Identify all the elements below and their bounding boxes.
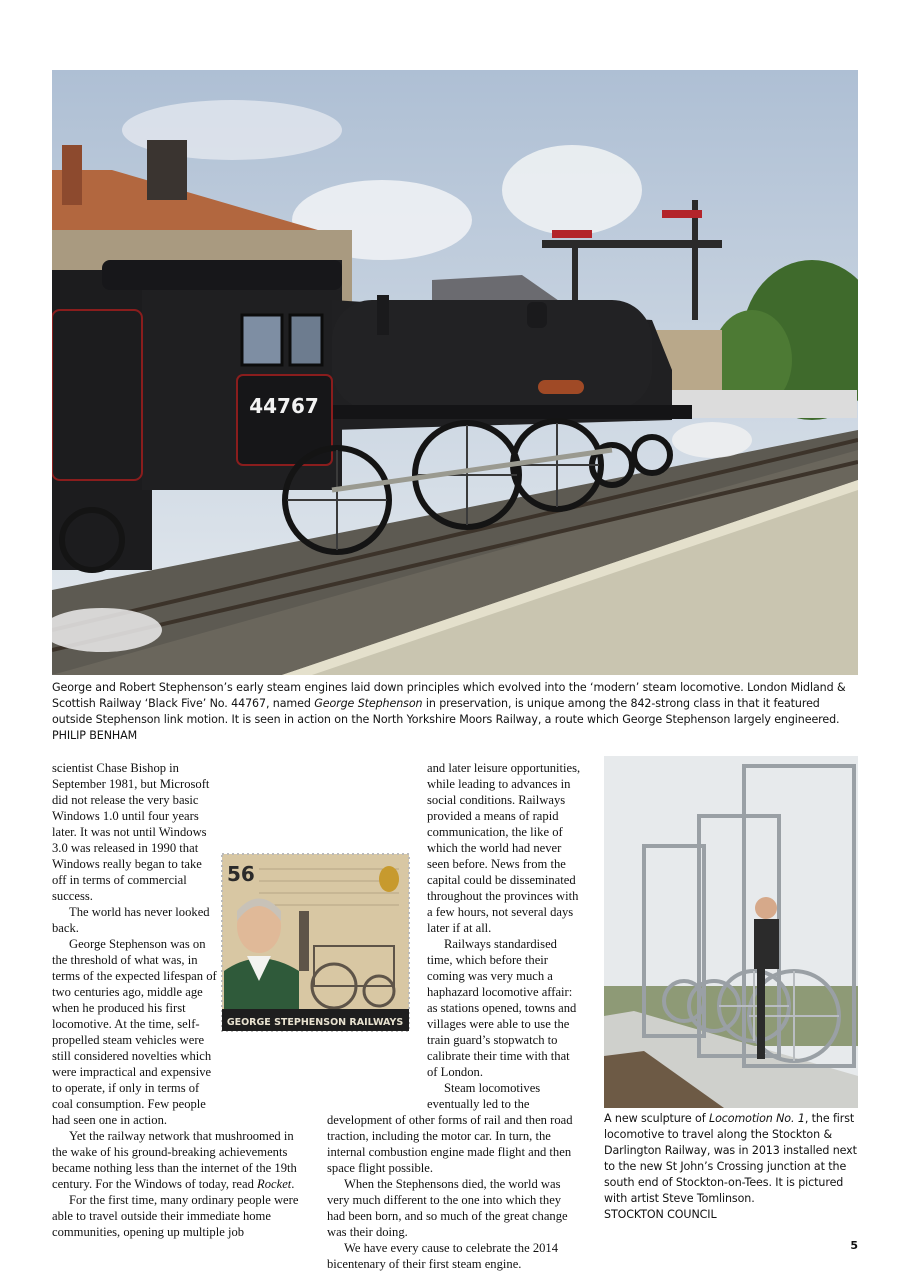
col2-paragraph-5: We have every cause to celebrate the 2014 bicentenary of their first steam engine. — [327, 1241, 559, 1271]
hero-caption — [52, 680, 858, 744]
col2-paragraph-1: and later leisure opportunities, while leading to advances in social conditions. Railways provided a means of rapid communication, the like of which the world had never seen before. News from the capital could be disseminated throughout the provinces with a few hours, not several days later if at all. — [427, 761, 581, 935]
loco-number-plate: 44767 — [249, 394, 319, 418]
hero-caption-text-after: in preservation, is unique among the 842-strong class in that it featured outside Stephenson link motion. It is seen in action on the North Yorkshire Moors Railway, a route which George Stephenson largely engineered. — [52, 697, 840, 726]
sculpture-caption-text-after: , the first locomotive to travel along the Stockton & Darlington Railway, was in 2013 installed next to the new St John’s Crossing junction at the south end of Stockton-on-Tees. It is pictured with artist Steve Tomlinson. — [604, 1112, 857, 1205]
locomotion-sculpture-photo — [604, 756, 858, 1108]
hero-photo-black-five-locomotive — [52, 70, 858, 675]
sculpture-caption-text: A new sculpture of — [604, 1112, 709, 1125]
col2-paragraph-4: When the Stephensons died, the world was very much different to the one into which they had been born, and so much of the great change was their doing. — [327, 1177, 568, 1239]
sculpture-photo-credit: STOCKTON COUNCIL — [604, 1208, 717, 1221]
col1-paragraph-4 — [52, 1128, 307, 1192]
page-number: 5 — [850, 1239, 858, 1252]
col1-paragraph-1: scientist Chase Bishop in September 1981, but Microsoft did not release the very basic Windows 1.0 until four years later. It was not until Windows 3.0 was released in 1990 that Windows really began to take off in terms of commercial success. — [52, 761, 210, 903]
george-stephenson-stamp — [219, 851, 412, 1034]
col2-paragraph-2: Railways standardised time, which before their coming was very much a haphazard locomotive affair: as stations opened, towns and villages were able to use the train guard’s stopwatch to calibrate their time with that of London. — [427, 937, 577, 1079]
sculpture-caption — [604, 1111, 862, 1223]
stamp-value: 56 — [227, 862, 255, 886]
stamp-banner: GEORGE STEPHENSON RAILWAYS — [226, 1017, 404, 1028]
col2-paragraph-3: Steam locomotives eventually led to the development of other forms of rail and then road traction, including the motor car. In turn, the internal combustion engine made flight and then space flight possible. — [327, 1081, 573, 1175]
col1-paragraph-2: The world has never looked back. — [52, 905, 210, 935]
hero-caption-italic: George Stephenson — [314, 697, 423, 710]
col1-p4-end: . — [291, 1177, 295, 1191]
col1-paragraph-5: For the first time, many ordinary people were able to travel outside their immediate home communities, opening up multiple job — [52, 1193, 299, 1239]
hero-caption-text: George and Robert Stephenson’s early steam engines laid down principles which evolved into the ‘modern’ steam locomotive. London Midland & Scottish Railway ‘Black Five’ No. 44767, named — [52, 681, 846, 710]
col1-p4-text: Yet the railway network that mushroomed in the wake of his ground-breaking achievements became nothing less than the internet of the 19th century. For the Windows of today, read — [52, 1129, 297, 1191]
sculpture-caption-italic: Locomotion No. 1 — [708, 1112, 805, 1125]
hero-photo-credit: PHILIP BENHAM — [52, 729, 138, 742]
col1-paragraph-3: George Stephenson was on the threshold of what was, in terms of the expected lifespan of two centuries ago, middle age when he produced his first locomotive. At the time, self-propelled steam vehicles were still considered novelties which were impractical and expensive to operate, if only in terms of coal consumption. Few people had seen one in action. — [52, 937, 217, 1127]
col1-p4-italic: Rocket — [257, 1177, 292, 1191]
